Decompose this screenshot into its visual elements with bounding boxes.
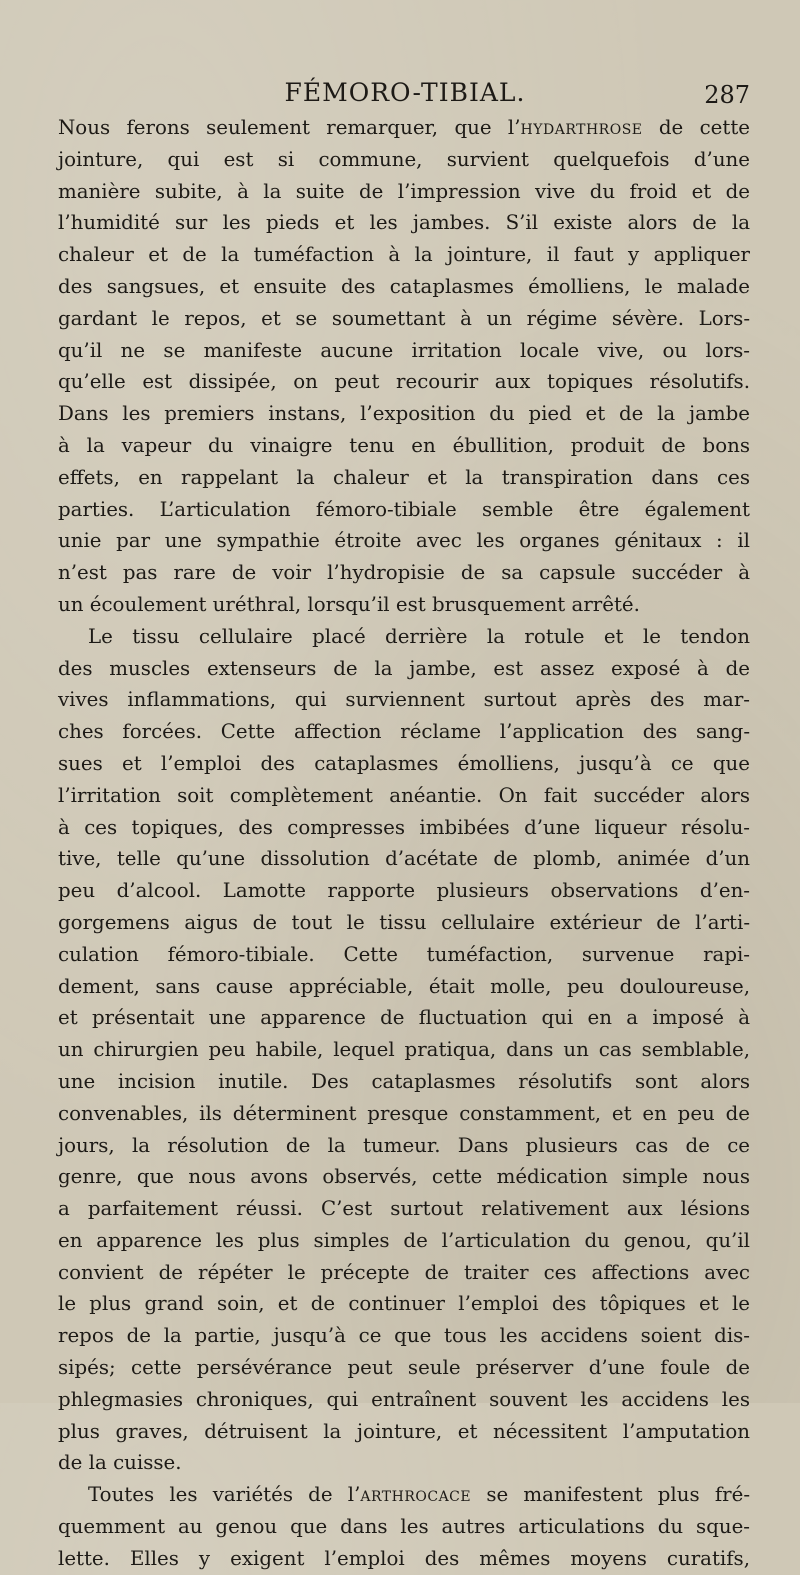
- text-line: peu d’alcool. Lamotte rapporte plusieurs observations d’en-: [58, 879, 750, 903]
- text-line: sues et l’emploi des cataplasmes émolliens, jusqu’à ce que: [58, 751, 750, 775]
- text-line: à ces topiques, des compresses imbibées d’une liqueur résolu-: [58, 815, 750, 839]
- text-line: ches forcées. Cette affection réclame l’application des sang-: [58, 720, 750, 744]
- text-line: a parfaitement réussi. C’est surtout relativement aux lésions: [58, 1197, 750, 1221]
- text-line: unie par une sympathie étroite avec les organes génitaux : il: [58, 529, 750, 553]
- text-line: des muscles extenseurs de la jambe, est assez exposé à de: [58, 656, 750, 680]
- text-line: tive, telle qu’une dissolution d’acétate de plomb, animée d’un: [58, 847, 750, 871]
- text-line: un chirurgien peu habile, lequel pratiqua, dans un cas semblable,: [58, 1038, 750, 1062]
- text-line: lette. Elles y exigent l’emploi des mêmes moyens curatifs,: [58, 1546, 750, 1570]
- text-line: effets, en rappelant la chaleur et la transpiration dans ces: [58, 465, 750, 489]
- text-line: en apparence les plus simples de l’articulation du genou, qu’il: [58, 1228, 750, 1252]
- text-line: n’est pas rare de voir l’hydropisie de sa capsule succéder à: [58, 561, 750, 585]
- text-segment: de cette: [642, 116, 750, 139]
- text-line: manière subite, à la suite de l’impression vive du froid et de: [58, 179, 750, 203]
- text-line: [58, 112, 750, 144]
- text-line: gorgemens aigus de tout le tissu cellulaire extérieur de l’arti-: [58, 910, 750, 934]
- running-head: [60, 78, 750, 110]
- text-line: dement, sans cause appréciable, était molle, peu douloureuse,: [58, 974, 750, 998]
- text-line: convient de répéter le précepte de traiter ces affections avec: [58, 1260, 750, 1284]
- text-line: jointure, qui est si commune, survient quelquefois d’une: [58, 147, 750, 171]
- text-line: à la vapeur du vinaigre tenu en ébullition, produit de bons: [58, 433, 750, 457]
- text-line: le plus grand soin, et de continuer l’emploi des tôpiques et le: [58, 1292, 750, 1316]
- text-line: vives inflammations, qui surviennent surtout après des mar-: [58, 688, 750, 712]
- text-line: qu’il ne se manifeste aucune irritation locale vive, ou lors-: [58, 338, 750, 362]
- page-number: 287: [704, 81, 750, 109]
- running-title: FÉMORO-TIBIAL.: [284, 78, 526, 107]
- small-caps-term: arthrocace: [360, 1483, 472, 1507]
- text-segment: se manifestent plus fré-: [471, 1483, 751, 1507]
- text-line: et présentait une apparence de fluctuation qui en a imposé à: [58, 1006, 750, 1030]
- text-line: un écoulement uréthral, lorsqu’il est brusquement arrêté.: [58, 592, 640, 616]
- text-line: parties. L’articulation fémoro-tibiale semble être également: [58, 497, 750, 521]
- text-line: phlegmasies chroniques, qui entraînent souvent les accidens les: [58, 1387, 750, 1411]
- text-line: plus graves, détruisent la jointure, et nécessitent l’amputation: [58, 1419, 750, 1443]
- text-line: Dans les premiers instans, l’exposition du pied et de la jambe: [58, 402, 750, 426]
- text-line: quemment au genou que dans les autres articulations du sque-: [58, 1515, 750, 1539]
- text-line: des sangsues, et ensuite des cataplasmes émolliens, le malade: [58, 274, 750, 298]
- text-line: de la cuisse.: [58, 1451, 182, 1475]
- text-line: Le tissu cellulaire placé derrière la rotule et le tendon: [88, 624, 750, 648]
- text-line: gardant le repos, et se soumettant à un régime sévère. Lors-: [58, 306, 750, 330]
- text-segment: Nous ferons seulement remarquer, que l’: [58, 116, 521, 139]
- text-segment: Toutes les variétés de l’: [88, 1483, 361, 1507]
- text-line: jours, la résolution de la tumeur. Dans plusieurs cas de ce: [58, 1133, 750, 1157]
- body-text: [58, 112, 750, 1575]
- small-caps-term: hydarthrose: [520, 116, 643, 139]
- text-line: repos de la partie, jusqu’à ce que tous les accidens soient dis-: [58, 1324, 750, 1348]
- text-line: sipés; cette persévérance peut seule préserver d’une foule de: [58, 1356, 750, 1380]
- text-line: une incision inutile. Des cataplasmes résolutifs sont alors: [58, 1069, 750, 1093]
- text-line: culation fémoro-tibiale. Cette tuméfaction, survenue rapi-: [58, 942, 750, 966]
- text-line: chaleur et de la tuméfaction à la jointure, il faut y appliquer: [58, 243, 750, 267]
- text-line: [58, 1479, 750, 1511]
- text-line: l’humidité sur les pieds et les jambes. S’il existe alors de la: [58, 211, 750, 235]
- text-line: l’irritation soit complètement anéantie. On fait succéder alors: [58, 783, 750, 807]
- text-line: genre, que nous avons observés, cette médication simple nous: [58, 1165, 750, 1189]
- text-line: qu’elle est dissipée, on peut recourir aux topiques résolutifs.: [58, 370, 750, 394]
- text-line: convenables, ils déterminent presque constamment, et en peu de: [58, 1101, 750, 1125]
